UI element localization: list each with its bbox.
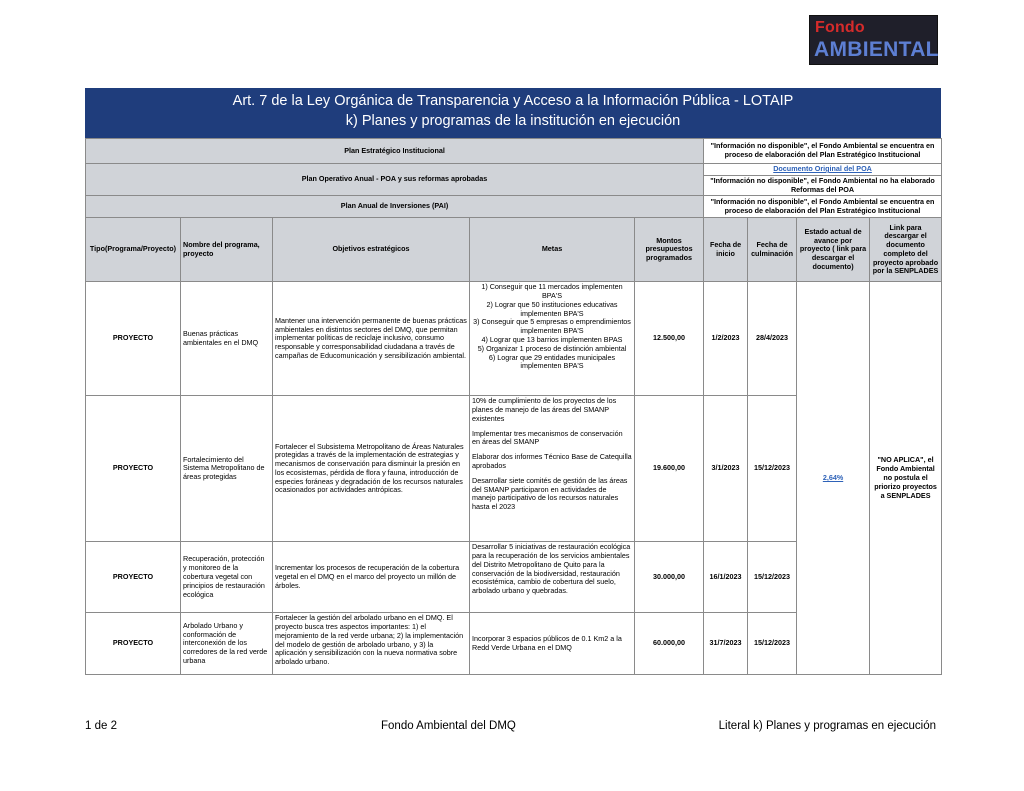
- row-fecha-culminacion: 15/12/2023: [748, 542, 797, 613]
- poa-row: [86, 164, 942, 176]
- row-nombre: Recuperación, protección y monitoreo de la cobertura vegetal con principios de restauración ecológica: [181, 542, 273, 613]
- banner-title: Art. 7 de la Ley Orgánica de Transparencia y Acceso a la Información Pública - LOTAIP: [232, 93, 794, 109]
- estado-avance-link[interactable]: 2,64%: [822, 472, 844, 482]
- meta-item: Desarrollar siete comités de gestión de las áreas del SMANP participaron en actividades de manejo participativo de los recursos naturales hasta el 2023: [472, 475, 628, 512]
- poa-document-link[interactable]: Documento Original del POA: [773, 164, 872, 173]
- row-objetivos: Incrementar los procesos de recuperación de la cobertura vegetal en el DMQ en el marco del proyecto un millón de árboles.: [273, 542, 470, 613]
- header-nombre: Nombre del programa, proyecto: [181, 218, 273, 282]
- plans-table: [85, 138, 942, 675]
- row-fecha-culminacion: 15/12/2023: [748, 396, 797, 542]
- row-metas: [470, 613, 635, 675]
- row-fecha-inicio: 1/2/2023: [704, 282, 748, 396]
- meta-item: Elaborar dos informes Técnico Base de Catequilla aprobados: [472, 452, 632, 471]
- row-nombre: Arbolado Urbano y conformación de interconexión de los corredores de la red verde urbana: [181, 613, 273, 675]
- row-objetivos: Fortalecer el Subsistema Metropolitano de Áreas Naturales protegidas a través de la implementación de estrategias y mecanismos de conservación para disminuir la presión en los ecosistemas, pérdida de flora y fauna, introducción de especies foráneas y degradación de los recursos naturales ocasionados por actividades antrópicas.: [273, 396, 470, 542]
- header-objetivos: Objetivos estratégicos: [273, 218, 470, 282]
- row-monto: 30.000,00: [635, 542, 704, 613]
- row-objetivos: Mantener una intervención permanente de buenas prácticas ambientales en distintos sectores del DMQ, que permitan implementar políticas de reciclaje inclusivo, consumo responsable y corresponsabilidad ciudadana a través de campañas de Educomunicación y sensibilización ambiental.: [273, 282, 470, 396]
- banner-subtitle: k) Planes y programas de la institución en ejecución: [345, 113, 681, 129]
- meta-item: Implementar tres mecanismos de conservación en áreas del SMANP: [472, 428, 623, 447]
- fondo-ambiental-logo: [809, 15, 938, 65]
- meta-item: 10% de cumplimiento de los proyectos de los planes de manejo de las áreas del SMANP existentes: [472, 396, 617, 423]
- row-fecha-inicio: 31/7/2023: [704, 613, 748, 675]
- meta-item: 5) Organizar 1 proceso de distinción ambiental: [477, 343, 627, 353]
- pai-row: [86, 196, 942, 218]
- header-fecha-inicio: Fecha de inicio: [704, 218, 748, 282]
- row-metas: [470, 542, 635, 613]
- header-link-senplades: Link para descargar el documento completo del proyecto aprobado por la SENPLADES: [870, 218, 942, 282]
- logo-line2: AMBIENTAL: [814, 38, 939, 61]
- meta-item: 2) Lograr que 50 instituciones educativas implementen BPA'S: [486, 299, 618, 318]
- pai-label: Plan Anual de Inversiones (PAI): [86, 196, 704, 218]
- row-fecha-culminacion: 28/4/2023: [748, 282, 797, 396]
- row-monto: 60.000,00: [635, 613, 704, 675]
- row-monto: 12.500,00: [635, 282, 704, 396]
- plan-estrategico-row: [86, 139, 942, 164]
- meta-item: 1) Conseguir que 11 mercados implementen BPA'S: [481, 282, 623, 301]
- footer-section: Literal k) Planes y programas en ejecución: [718, 720, 936, 732]
- estado-avance-cell: [797, 282, 870, 675]
- header-montos: Montos presupuestos programados: [635, 218, 704, 282]
- meta-item: Desarrollar 5 iniciativas de restauración ecológica para la recuperación de los servicios ambientales del Distrito Metropolitano de Quito para la conservación de la biodiversidad, restauración ecosistémica, cambio de cobertura del suelo, arbolado urbano y quebradas.: [472, 542, 631, 596]
- meta-item: 4) Lograr que 13 barrios implementen BPAS: [481, 335, 623, 345]
- column-header-row: [86, 218, 942, 282]
- footer-organization: Fondo Ambiental del DMQ: [381, 720, 516, 732]
- row-nombre: Buenas prácticas ambientales en el DMQ: [181, 282, 273, 396]
- row-fecha-inicio: 3/1/2023: [704, 396, 748, 542]
- row-objetivos: Fortalecer la gestión del arbolado urbano en el DMQ. El proyecto busca tres aspectos importantes: 1) el mejoramiento de la red verde urbana; 2) la implementación del modelo de gestión de arbolado urbano, y 3) la aplicación y sensibilización con la nueva normativa sobre arbolado urbano.: [273, 613, 470, 675]
- header-estado: Estado actual de avance por proyecto ( link para descargar el documento): [797, 218, 870, 282]
- pai-value: "Información no disponible", el Fondo Ambiental se encuentra en proceso de elaboración del Plan Estratégico Institucional: [704, 196, 942, 218]
- row-fecha-inicio: 16/1/2023: [704, 542, 748, 613]
- header-metas: Metas: [470, 218, 635, 282]
- header-tipo: Tipo(Programa/Proyecto): [86, 218, 181, 282]
- row-nombre: Fortalecimiento del Sistema Metropolitano de áreas protegidas: [181, 396, 273, 542]
- row-tipo: PROYECTO: [86, 282, 181, 396]
- meta-item: 3) Conseguir que 5 empresas o emprendimientos implementen BPA'S: [473, 317, 631, 336]
- senplades-note: "NO APLICA", el Fondo Ambiental no postula el priorizo proyectos a SENPLADES: [870, 282, 942, 675]
- plan-estrategico-value: "Información no disponible", el Fondo Ambiental se encuentra en proceso de elaboración del Plan Estratégico Institucional: [704, 139, 942, 164]
- row-tipo: PROYECTO: [86, 542, 181, 613]
- row-tipo: PROYECTO: [86, 613, 181, 675]
- poa-reformas-value: "Información no disponible", el Fondo Ambiental no ha elaborado Reformas del POA: [704, 175, 942, 196]
- plan-estrategico-label: Plan Estratégico Institucional: [86, 139, 704, 164]
- row-fecha-culminacion: 15/12/2023: [748, 613, 797, 675]
- row-metas: [470, 396, 635, 542]
- row-monto: 19.600,00: [635, 396, 704, 542]
- logo-line1: Fondo: [815, 19, 865, 36]
- table-row: [86, 282, 942, 396]
- meta-item: 6) Lograr que 29 entidades municipales implementen BPA'S: [488, 352, 616, 371]
- row-metas: [470, 282, 635, 396]
- header-banner: [85, 88, 941, 138]
- row-tipo: PROYECTO: [86, 396, 181, 542]
- footer-page-number: 1 de 2: [85, 720, 117, 732]
- poa-label: Plan Operativo Anual - POA y sus reformas aprobadas: [86, 164, 704, 196]
- header-fecha-culminacion: Fecha de culminación: [748, 218, 797, 282]
- meta-item: Incorporar 3 espacios públicos de 0.1 Km2 a la Redd Verde Urbana en el DMQ: [472, 634, 622, 652]
